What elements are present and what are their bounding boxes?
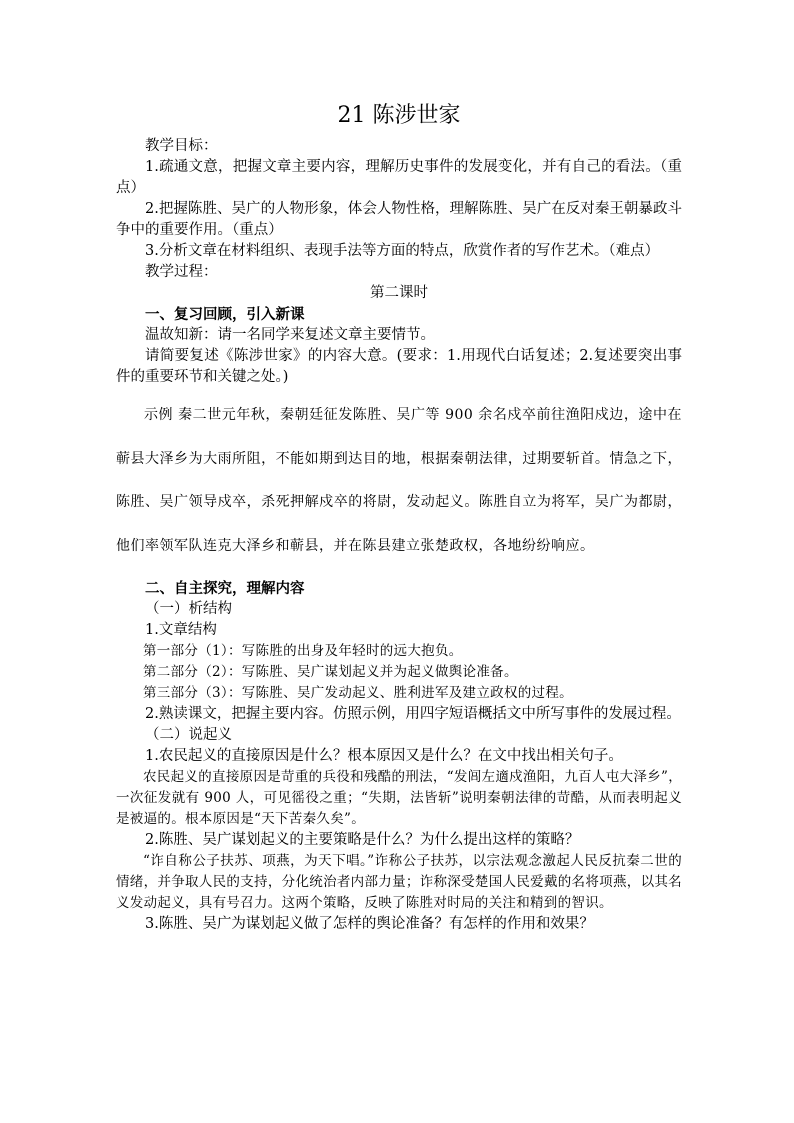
review-text: 温故知新：请一名同学来复述文章主要情节。 xyxy=(145,327,435,343)
lesson-label: 第二课时 xyxy=(370,285,428,301)
page-title: 21 陈涉世家 xyxy=(337,103,461,128)
section2-heading: 二、自主探究，理解内容 xyxy=(145,580,305,597)
question-2: 2.陈胜、吴广谋划起义的主要策略是什么？为什么提出这样的策略？ xyxy=(145,832,580,848)
example-paragraph: 示例 秦二世元年秋，秦朝廷征发陈胜、吴广等 900 余名戍卒前往渔阳戍边，途中在蕲县大泽乡为大雨所阻，不能如期到达目的地，根据秦朝法律，过期要斩首。情急之下，陈胜、吴广领导戍卒，杀死押解戍卒的将尉，发动起义。陈胜自立为将军，吴广为都尉，他们率领军队连克大泽乡和蕲县，并在陈县建立张楚政权，各地纷纷响应。 xyxy=(116,407,682,554)
document-content xyxy=(116,100,682,935)
review-task: 请简要复述《陈涉世家》的内容大意。(要求：1.用现代白话复述；2.复述要突出事件的重要环节和关键之处。) xyxy=(116,348,682,385)
subsection-uprising: （二）说起义 xyxy=(145,727,232,743)
answer-2: “诈自称公子扶苏、项燕，为天下唱。”诈称公子扶苏，以宗法观念激起人民反抗秦二世的情绪，并争取人民的支持，分化统治者内部力量；诈称深受楚国人民爱戴的名将项燕，以其名义发动起义，具有号召力。这两个策略，反映了陈胜对时局的关注和精到的智识。 xyxy=(116,853,682,911)
structure-part: 第二部分（2）：写陈胜、吴广谋划起义并为起义做舆论准备。 xyxy=(143,664,518,680)
question-1: 1.农民起义的直接原因是什么？根本原因又是什么？在文中找出相关句子。 xyxy=(145,748,623,764)
subsection-structure: （一）析结构 xyxy=(145,601,232,617)
question-3: 3.陈胜、吴广为谋划起义做了怎样的舆论准备？有怎样的作用和效果？ xyxy=(145,916,594,932)
process-heading: 教学过程： xyxy=(145,264,218,280)
structure-part: 第三部分（3）：写陈胜、吴广发动起义、胜利进军及建立政权的过程。 xyxy=(143,685,573,701)
structure-part: 第一部分（1）：写陈胜的出身及年轻时的远大抱负。 xyxy=(143,643,463,659)
answer-1: 农民起义的直接原因是苛重的兵役和残酷的刑法，“发闾左適戍渔阳，九百人屯大泽乡”，一次征发就有 900 人，可见徭役之重；“失期，法皆斩”说明秦朝法律的苛酷，从而表明起义是被逼的。根本原因是“天下苦秦久矣”。 xyxy=(116,769,682,827)
objective-item: 1.疏通文意，把握文章主要内容，理解历史事件的发展变化，并有自己的看法。（重点） xyxy=(116,159,682,196)
structure-label: 1.文章结构 xyxy=(145,622,217,638)
objective-item: 3.分析文章在材料组织、表现手法等方面的特点，欣赏作者的写作艺术。（难点） xyxy=(145,243,660,259)
section1-heading: 一、复习回顾，引入新课 xyxy=(145,306,305,323)
objective-item: 2.把握陈胜、吴广的人物形象，体会人物性格，理解陈胜、吴广在反对秦王朝暴政斗争中的重要作用。（重点） xyxy=(116,201,682,238)
reading-task: 2.熟读课文，把握主要内容。仿照示例，用四字短语概括文中所写事件的发展过程。 xyxy=(145,706,681,722)
objectives-heading: 教学目标： xyxy=(145,138,218,154)
